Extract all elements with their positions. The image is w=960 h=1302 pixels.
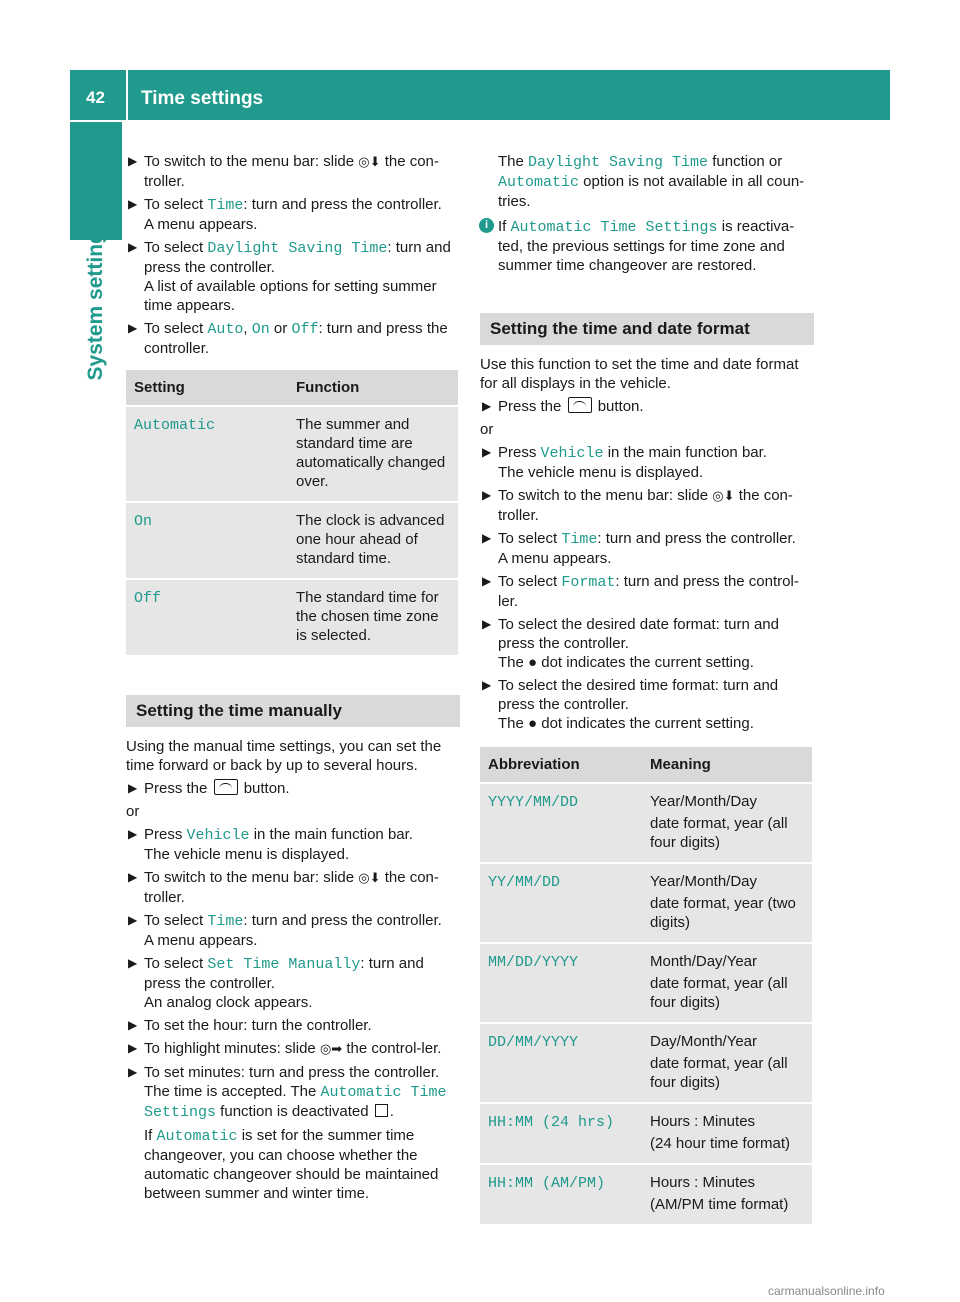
step-result: A list of available options for setting summer time appears. [144,278,437,314]
meaning-line1: Year/Month/Day [650,873,758,890]
meaning-line2: (24 hour time format) [650,1135,791,1152]
step-item [480,443,814,482]
step-arrow-icon: ▶ [128,1018,138,1032]
text-run: the control-ler. [342,1040,442,1057]
meaning-line1: Year/Month/Day [650,793,758,810]
text-run: To highlight minutes: slide [144,1040,320,1057]
text-run: Press [144,826,187,843]
vehicle-button-icon [568,397,592,413]
text-run: The [498,153,529,170]
menu-item-name: Format [561,574,616,591]
step-item [126,1016,460,1035]
menu-item-name: Automatic [156,1128,238,1145]
step-item [126,868,460,907]
meaning-cell [642,1104,812,1165]
setting-value: Automatic [134,417,216,434]
step-arrow-icon: ▶ [128,781,138,795]
setting-cell [126,503,288,580]
or-label: or [480,421,494,438]
step-arrow-icon: ▶ [128,1065,138,1079]
menu-item-name: Daylight Saving Time [207,240,388,257]
text-run: the con-troller. [144,153,439,190]
abbreviation-cell [480,1165,642,1226]
step-arrow-icon: ▶ [482,678,492,692]
menu-item-name: Automatic [498,174,580,191]
step-arrow-icon: ▶ [128,956,138,970]
menu-item-name: Auto [207,321,244,338]
menu-item-name: Off [291,321,319,338]
function-cell: The clock is advanced one hour ahead of standard time. [288,503,458,580]
meaning-line2: date format, year (all four digits) [650,1055,788,1091]
text-run: To select [498,573,562,590]
step-arrow-icon: ▶ [128,154,138,168]
availability-note [480,152,814,211]
step-arrow-icon: ▶ [128,321,138,335]
text-run: in the main function bar. [249,826,413,843]
table-row [480,1165,812,1226]
meaning-cell [642,944,812,1024]
text-run: To select [144,320,208,337]
text-run: the con-troller. [498,487,793,524]
text-run: is set for the summer time changeover, you can choose whether the automatic changeover should be maintained between summer and winter time. [144,1127,439,1202]
header-divider [126,70,128,120]
watermark: carmanualsonline.info [768,1284,885,1298]
abbreviation-value: YYYY/MM/DD [488,794,579,811]
step-item [126,319,460,358]
step-arrow-icon: ▶ [482,445,492,459]
text-run: If [144,1127,157,1144]
text-run: To select [144,196,208,213]
step-result: The vehicle menu is displayed. [144,846,350,863]
text-run: : turn and press the controller. [144,239,451,276]
step-press-button: ▶ Press the button. [128,780,290,797]
step-item [126,954,460,1012]
step-result: The vehicle menu is displayed. [498,464,704,481]
text-run: : turn and press the controller. [144,955,424,992]
step-item [126,152,460,191]
steps-list-format [480,443,814,733]
text-run: To select [144,912,208,929]
meaning-line1: Hours : Minutes [650,1174,756,1191]
step-arrow-icon: ▶ [482,399,492,413]
text-run: is reactiva-ted, the previous settings for time zone and summer time changeover are restored. [498,218,795,274]
abbreviation-value: MM/DD/YYYY [488,954,579,971]
menu-item-name: Vehicle [186,827,250,844]
table-row [480,1104,812,1165]
table-row [480,1024,812,1104]
step-arrow-icon: ▶ [482,574,492,588]
menu-item-name: Automatic Time Settings [510,219,718,236]
section-title-manual: Setting the time manually [126,695,460,727]
setting-function-table [126,370,458,657]
table-header-abbreviation: Abbreviation [480,747,642,784]
left-column [126,152,460,1207]
steps-list-manual [126,825,460,1122]
step-result: A menu appears. [144,932,258,949]
table-header-setting: Setting [126,370,288,407]
step-item [480,572,814,611]
meaning-line2: date format, year (all four digits) [650,975,788,1011]
meaning-line2: (AM/PM time format) [650,1196,789,1213]
meaning-cell [642,784,812,864]
step-result: The ● dot indicates the current setting. [498,715,754,732]
step-arrow-icon: ▶ [128,870,138,884]
abbreviation-value: DD/MM/YYYY [488,1034,579,1051]
table-row [126,580,458,657]
table-header-meaning: Meaning [642,747,812,784]
text-run: : turn and press the control-ler. [498,573,799,610]
step-arrow-icon: ▶ [482,488,492,502]
meaning-line1: Month/Day/Year [650,953,758,970]
abbreviation-meaning-table [480,747,812,1226]
controller-icon: ◎➡ [319,1042,343,1057]
table-row [126,407,458,503]
section-title-format: Setting the time and date format [480,313,814,345]
meaning-cell [642,1024,812,1104]
text-run: If [498,218,511,235]
step-arrow-icon: ▶ [128,197,138,211]
step-item [126,825,460,864]
table-header-function: Function [288,370,458,407]
abbreviation-cell [480,784,642,864]
setting-value: Off [134,590,162,607]
section-intro-format: Use this function to set the time and date format for all displays in the vehicle. [480,356,799,392]
function-cell: The standard time for the chosen time zone is selected. [288,580,458,657]
setting-cell [126,407,288,503]
menu-item-name: Time [207,913,244,930]
step-result: The ● dot indicates the current setting. [498,654,754,671]
page-title: Time settings [141,88,264,109]
controller-icon: ◎⬇ [712,489,735,504]
text-run: To select the desired date format: turn and press the controller. [498,616,779,652]
abbreviation-cell [480,864,642,944]
text-run: in the main function bar. [603,444,767,461]
text-run: To select [144,955,208,972]
step-item [126,238,460,315]
text-run: . [389,1103,394,1120]
steps-list-a [126,152,460,358]
abbreviation-cell [480,1024,642,1104]
text-run: To select [498,530,562,547]
page-number: 42 [86,88,105,107]
meaning-cell [642,1165,812,1226]
text-run: : turn and press the controller. [243,912,442,929]
meaning-line2: date format, year (two digits) [650,895,796,931]
text-run: : turn and press the controller. [243,196,442,213]
menu-item-name: Set Time Manually [207,956,361,973]
step-press-button: ▶ Press the button. [482,398,644,415]
abbreviation-value: YY/MM/DD [488,874,561,891]
meaning-cell [642,864,812,944]
menu-item-name: Daylight Saving Time [528,154,709,171]
side-chapter-label: System settings [84,219,107,381]
vehicle-button-icon [214,779,238,795]
step-result: An analog clock appears. [144,994,313,1011]
text-run: , [243,320,252,337]
text-run: To set the hour: turn the controller. [144,1017,372,1034]
text-run: Press [498,444,541,461]
text-run: To switch to the menu bar: slide [144,869,359,886]
step-item [480,615,814,672]
text-run: the con-troller. [144,869,439,906]
meaning-line2: date format, year (all four digits) [650,815,788,851]
step-arrow-icon: ▶ [482,617,492,631]
meaning-line1: Hours : Minutes [650,1113,756,1130]
text-run: function is deactivated [216,1103,373,1120]
controller-icon: ◎⬇ [358,871,381,886]
text-run: or [269,320,292,337]
step-result: A menu appears. [498,550,612,567]
info-icon: i [479,218,494,233]
abbreviation-cell [480,1104,642,1165]
step-arrow-icon: ▶ [128,827,138,841]
section-intro-manual: Using the manual time settings, you can set the time forward or back by up to several hours. [126,738,442,774]
setting-value: On [134,513,153,530]
step-item [480,676,814,733]
step-item [480,529,814,568]
step-item [126,1039,460,1059]
step-item [480,486,814,525]
menu-item-name: Automatic Time Settings [144,1084,447,1121]
table-row [480,864,812,944]
controller-icon: ◎⬇ [358,155,381,170]
text-run: To set minutes: turn and press the controller. The time is accepted. The [144,1064,440,1100]
menu-item-name: Time [207,197,244,214]
step-arrow-icon: ▶ [128,913,138,927]
checkbox-icon [375,1104,388,1117]
setting-cell [126,580,288,657]
right-column [480,152,814,1226]
text-run: To select [144,239,208,256]
menu-item-name: On [251,321,270,338]
table-row [126,503,458,580]
text-run: To switch to the menu bar: slide [498,487,713,504]
abbreviation-cell [480,944,642,1024]
step-arrow-icon: ▶ [482,531,492,545]
function-cell: The summer and standard time are automatically changed over. [288,407,458,503]
abbreviation-value: HH:MM (24 hrs) [488,1114,615,1131]
automatic-note [126,1126,460,1203]
text-run: To select the desired time format: turn and press the controller. [498,677,779,713]
step-item [126,195,460,234]
or-label: or [126,803,140,820]
step-arrow-icon: ▶ [128,1041,138,1055]
info-note [480,217,814,275]
abbreviation-value: HH:MM (AM/PM) [488,1175,606,1192]
step-item [126,1063,460,1122]
step-item [126,911,460,950]
step-arrow-icon: ▶ [128,240,138,254]
text-run: To switch to the menu bar: slide [144,153,359,170]
menu-item-name: Vehicle [540,445,604,462]
text-run: function or [708,153,783,170]
step-result: A menu appears. [144,216,258,233]
text-run: : turn and press the controller. [144,320,448,357]
menu-item-name: Time [561,531,598,548]
table-row [480,944,812,1024]
text-run: option is not available in all coun-tries. [498,173,805,210]
meaning-line1: Day/Month/Year [650,1033,758,1050]
table-row [480,784,812,864]
text-run: : turn and press the controller. [597,530,796,547]
